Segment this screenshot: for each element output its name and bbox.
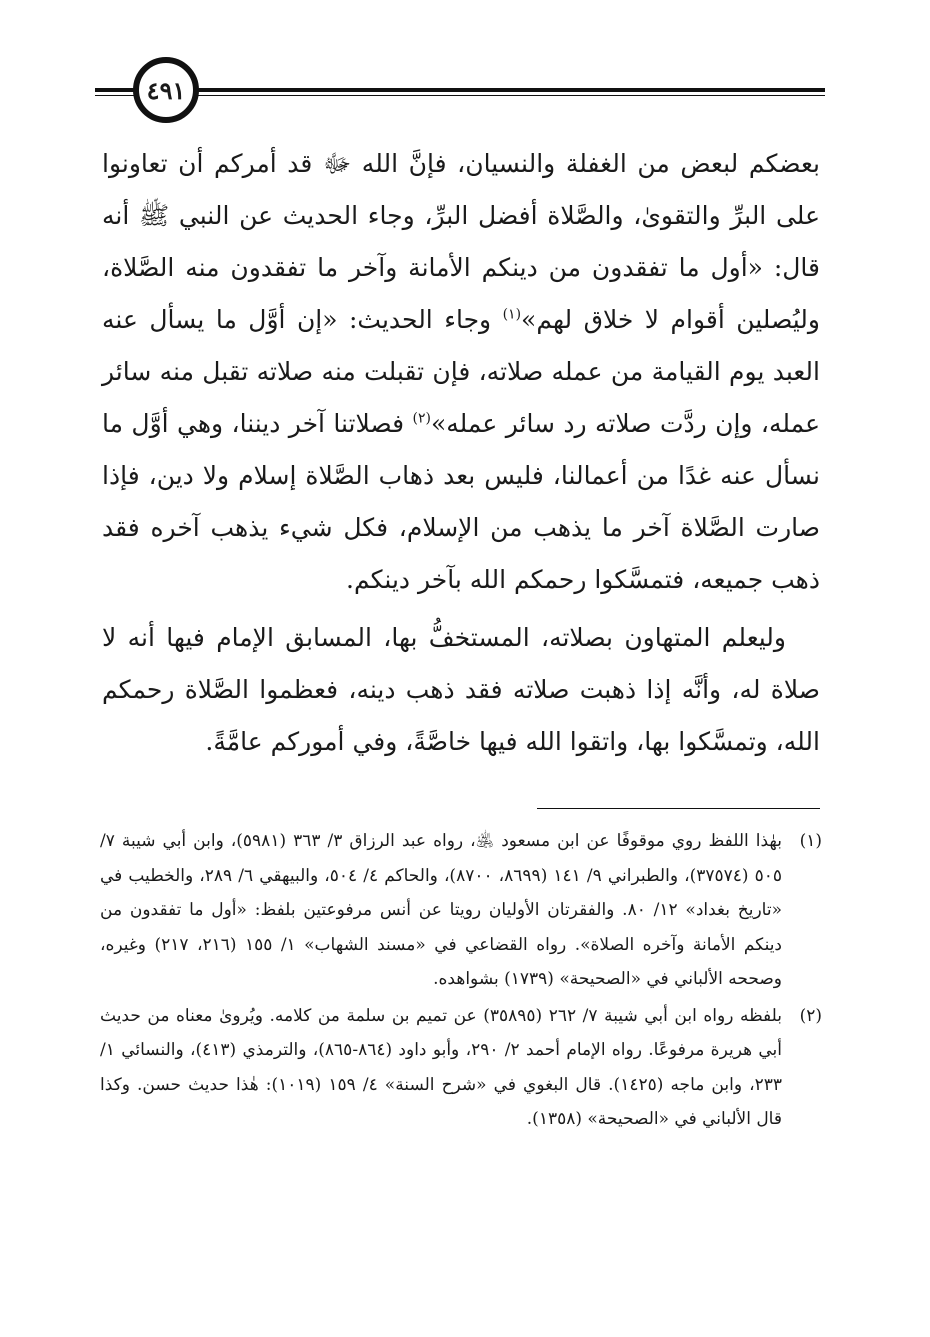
page-number-text: ٤٩١	[146, 75, 186, 105]
footnote-ref-2[interactable]: (٢)	[412, 410, 431, 427]
footnote-number: (١)	[799, 831, 822, 851]
footnote-1	[100, 824, 822, 997]
footnote-text: بلفظه رواه ابن أبي شيبة ٧/ ٢٦٢ (٣٥٨٩٥) عن تميم بن سلمة من كلامه. ويُروىٰ معناه من حديث أبي هريرة مرفوعًا. رواه الإمام أحمد ٢/ ٢٩٠، وأبو داود (٨٦٤-٨٦٥)، والترمذي (٤١٣)، والنسائي ١/ ٢٣٣، وابن ماجه (١٤٢٥). قال البغوي في «شرح السنة» ٤/ ١٥٩ (١٠١٩): هٰذا حديث حسن. وكذا قال الألباني في «الصحيحة» (١٣٥٨).	[100, 1005, 782, 1129]
page-number	[133, 57, 199, 123]
header-rule-thick	[95, 88, 825, 92]
footnote-2	[100, 999, 822, 1137]
header-rule-thin	[95, 95, 825, 96]
footnote-separator	[537, 808, 820, 809]
footnote-number: (٢)	[799, 1005, 822, 1026]
paragraph-2: وليعلم المتهاون بصلاته، المستخفُّ بها، المسابق الإمام فيها أنه لا صلاة له، وأنَّه إذا ذهبت صلاته فقد ذهب دينه، فعظموا الصَّلاة رحمكم الله، وتمسَّكوا بها، واتقوا الله فيها خاصَّةً، وفي أموركم عامَّةً.	[102, 623, 820, 756]
main-text	[102, 138, 820, 768]
paragraph-1-part-3: فصلاتنا آخر ديننا، وهي أوَّل ما نسأل عنه غدًا من أعمالنا، فليس بعد ذهاب الصَّلاة إسلام ولا دين، فإذا صارت الصَّلاة آخر ما يذهب من الإسلام، فكل شيء يذهب آخره فقد ذهب جميعه، فتمسَّكوا رحمكم الله بآخر دينكم.	[102, 409, 820, 594]
paragraph-1-part-2: وجاء الحديث: «إن أوَّل ما يسأل عنه العبد يوم القيامة من عمله صلاته، فإن تقبلت منه صلاته تقبل منه سائر عمله، وإن ردَّت صلاته رد سائر عمله»	[102, 305, 820, 438]
footnotes	[100, 824, 822, 1139]
paragraph-1	[102, 138, 820, 606]
footnote-text: بهٰذا اللفظ روي موقوفًا عن ابن مسعود ﵁، رواه عبد الرزاق ٣/ ٣٦٣ (٥٩٨١)، وابن أبي شيبة ٧/ ٥٠٥ (٣٧٥٧٤)، والطبراني ٩/ ١٤١ (٨٦٩٩، ٨٧٠٠)، والحاكم ٤/ ٥٠٤، والبيهقي ٦/ ٢٨٩، والخطيب في «تاريخ بغداد» ١٢/ ٨٠. والفقرتان الأوليان رويتا عن أنس مرفوعتين بلفظ: «أول ما تفقدون من دينكم الأمانة وآخره الصلاة». رواه القضاعي في «مسند الشهاب» ١/ ١٥٥ (٢١٦، ٢١٧) وغيره، وصححه الألباني في «الصحيحة» (١٧٣٩) بشواهده.	[100, 831, 783, 989]
paragraph-1-part-1: بعضكم لبعض من الغفلة والنسيان، فإنَّ الله ﷻ قد أمركم أن تعاونوا على البرِّ والتقوىٰ، والصَّلاة أفضل البرِّ، وجاء الحديث عن النبي ﷺ أنه قال: «أول ما تفقدون من دينكم الأمانة وآخر ما تفقدون منه الصَّلاة، وليُصلين أقوام لا خلاق لهم»	[102, 149, 820, 334]
page-header	[95, 55, 825, 125]
footnote-ref-1[interactable]: (١)	[502, 306, 522, 323]
